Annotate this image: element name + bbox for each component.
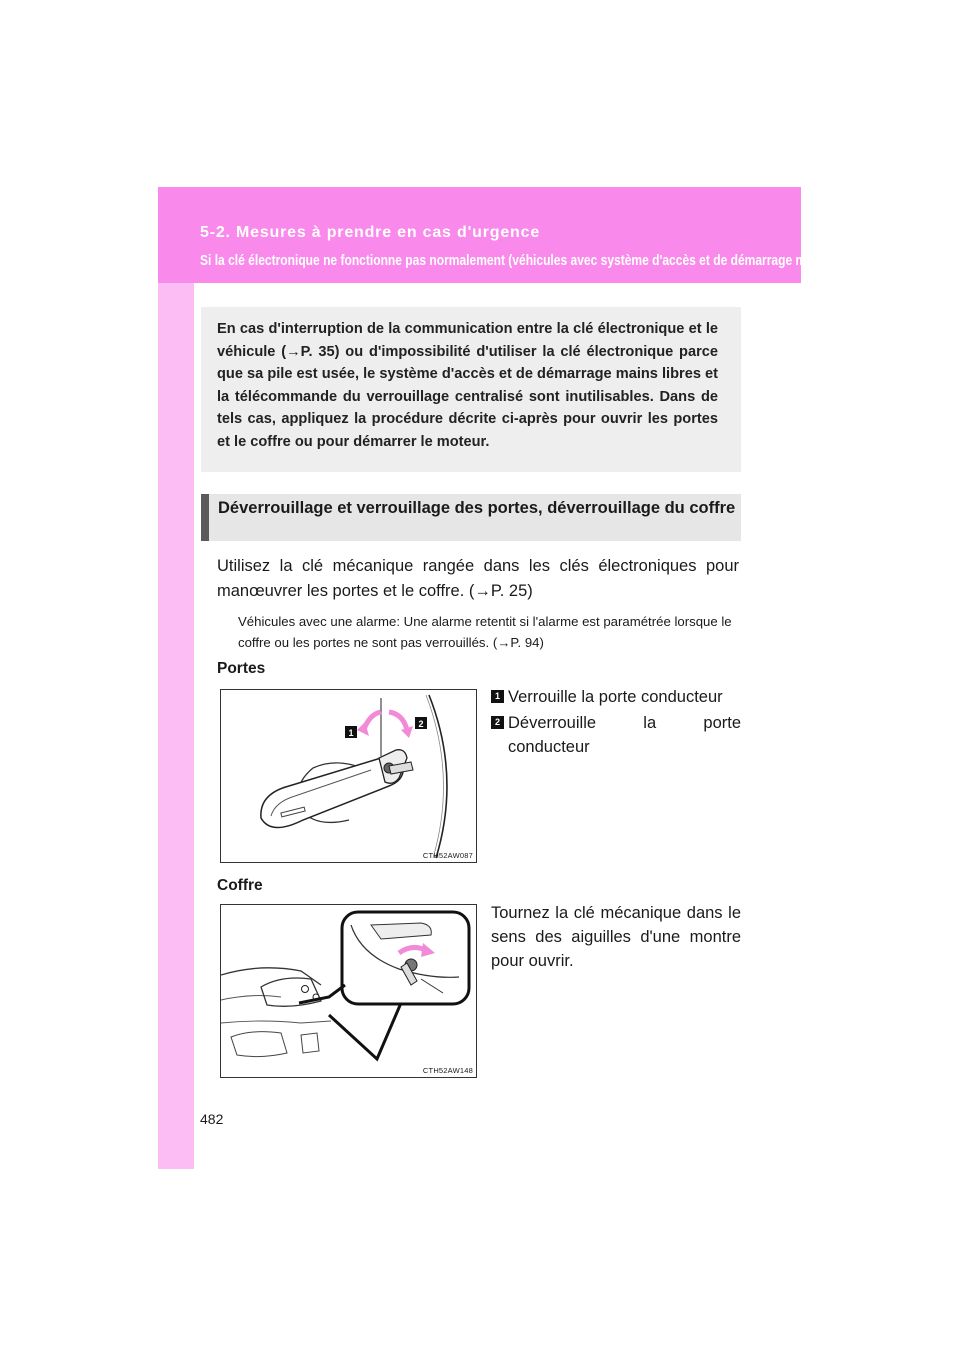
intro-text: En cas d'interruption de la communication entre la clé électronique et le véhicule (→P. 35) ou d'impossibilité d'utiliser la clé électronique parce que sa pile est usée, le système d'accès et de démarrage mains libres et la télécommande du verrouillage centralisé sont inutilisables. Dans de tels cas, appliquez la procédure décrite ci-après pour ouvrir les portes et le coffre ou pour démarrer le moteur. <box>217 321 718 450</box>
subsection-title: Si la clé électronique ne fonctionne pas normalement (véhicules avec système d'accès et de démarrage mains libres) <box>200 253 870 269</box>
doors-heading: Portes <box>217 660 266 677</box>
trunk-figure-code: CTH52AW148 <box>422 1066 473 1075</box>
page-number: 482 <box>200 1111 224 1127</box>
callout-badge-1: 1 <box>491 690 504 703</box>
side-tab-bar <box>158 187 194 1169</box>
section-heading-bar <box>201 494 741 541</box>
svg-text:2: 2 <box>418 719 424 729</box>
trunk-lock-illustration <box>221 905 476 1077</box>
trunk-heading: Coffre <box>217 877 263 894</box>
door-figure-code: CTH52AW087 <box>422 851 473 860</box>
callout-item-unlock <box>491 711 741 759</box>
callout-text-unlock: Déverrouille la porte conducteur <box>508 714 741 756</box>
trunk-instruction-text: Tournez la clé mécanique dans le sens des aiguilles d'une montre pour ouvrir. <box>491 904 741 970</box>
section-title: 5-2. Mesures à prendre en cas d'urgence <box>200 224 541 241</box>
door-callout-list <box>491 685 741 761</box>
alarm-note: Véhicules avec une alarme: Une alarme retentit si l'alarme est paramétrée lorsque le coffre ou les portes ne sont pas verrouillés. (→P. 94) <box>238 614 732 650</box>
door-handle-figure <box>220 689 477 863</box>
svg-text:1: 1 <box>348 728 354 738</box>
section-body-text: Utilisez la clé mécanique rangée dans les clés électroniques pour manœuvrer les portes et le coffre. (→P. 25) <box>217 557 739 600</box>
trunk-lock-figure <box>220 904 477 1078</box>
door-handle-illustration <box>221 690 476 862</box>
callout-text-lock: Verrouille la porte conducteur <box>508 688 723 706</box>
callout-item-lock <box>491 685 741 709</box>
section-heading: Déverrouillage et verrouillage des portes, déverrouillage du coffre <box>218 499 736 517</box>
intro-box <box>201 307 741 472</box>
callout-badge-2: 2 <box>491 716 504 729</box>
